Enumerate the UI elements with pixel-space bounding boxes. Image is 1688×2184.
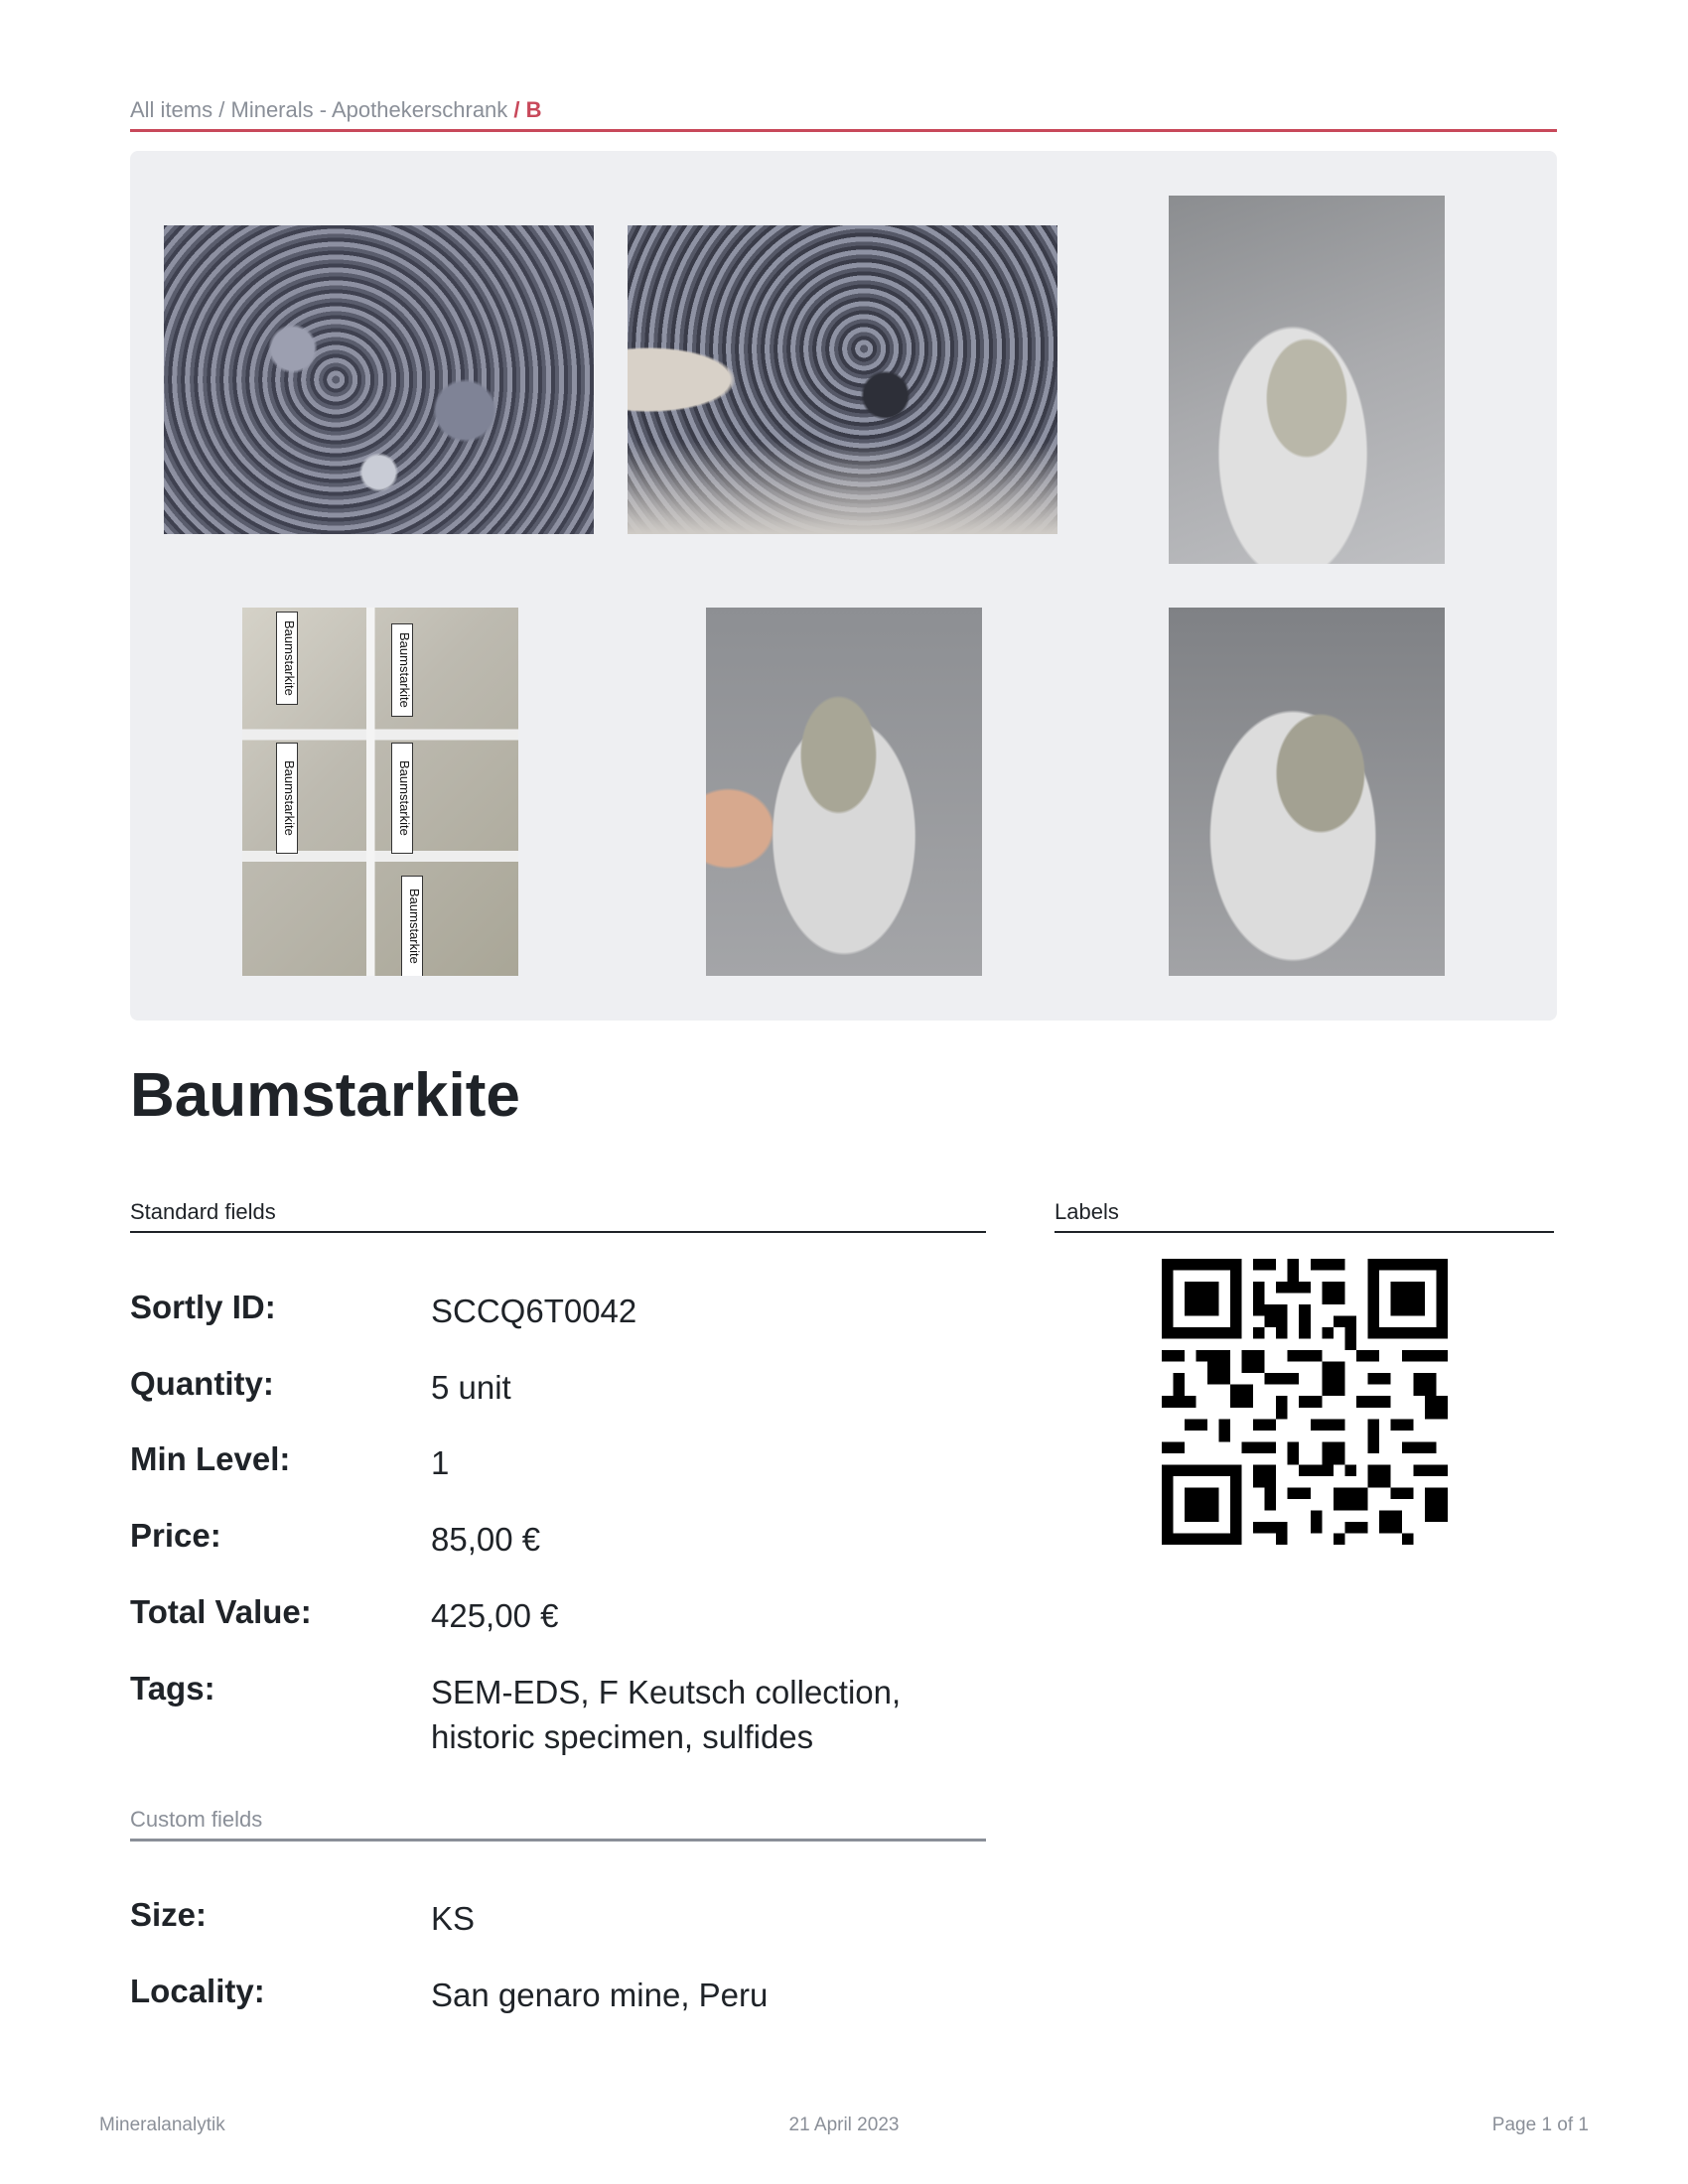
box-label: Baumstarkite bbox=[276, 743, 298, 854]
field-value: 1 bbox=[431, 1444, 450, 1481]
field-key: Sortly ID: bbox=[130, 1289, 276, 1325]
photo-gallery bbox=[130, 151, 1557, 1021]
field-key: Min Level: bbox=[130, 1440, 291, 1477]
field-value: 85,00 € bbox=[431, 1521, 541, 1558]
photo-1[interactable] bbox=[164, 225, 594, 534]
breadcrumb-folder[interactable]: Minerals - Apothekerschrank bbox=[230, 97, 508, 122]
field-value: KS bbox=[431, 1900, 476, 1937]
photo-2[interactable] bbox=[628, 225, 1057, 534]
field-key: Price: bbox=[130, 1517, 221, 1554]
box-label: Baumstarkite bbox=[391, 743, 413, 854]
footer-company: Mineralanalytik bbox=[99, 2115, 225, 2135]
breadcrumb bbox=[130, 97, 1557, 132]
field-key: Tags: bbox=[130, 1670, 215, 1706]
item-title: Baumstarkite bbox=[130, 1061, 520, 1130]
qr-code-icon bbox=[1162, 1259, 1448, 1545]
field-value: 5 unit bbox=[431, 1369, 511, 1406]
box-label: Baumstarkite bbox=[401, 876, 423, 976]
breadcrumb-root[interactable]: All items bbox=[130, 97, 213, 122]
field-key: Total Value: bbox=[130, 1593, 312, 1630]
box-label: Baumstarkite bbox=[391, 623, 413, 717]
breadcrumb-separator: / bbox=[513, 97, 520, 122]
photo-6[interactable] bbox=[1169, 608, 1445, 976]
breadcrumb-separator: / bbox=[218, 97, 225, 122]
field-value: San genaro mine, Peru bbox=[431, 1977, 769, 2013]
field-value: 425,00 € bbox=[431, 1597, 559, 1634]
breadcrumb-current: B bbox=[525, 97, 542, 122]
field-value: SEM-EDS, F Keutsch collection, historic specimen, sulfides bbox=[431, 1674, 902, 1755]
field-key: Size: bbox=[130, 1896, 208, 1933]
photo-4[interactable] bbox=[242, 608, 518, 976]
footer-page: Page 1 of 1 bbox=[1491, 2115, 1589, 2135]
footer-date: 21 April 2023 bbox=[788, 2115, 900, 2135]
field-key: Quantity: bbox=[130, 1365, 274, 1402]
field-value: SCCQ6T0042 bbox=[431, 1293, 637, 1329]
box-label: Baumstarkite bbox=[276, 612, 298, 705]
labels-heading: Labels bbox=[1055, 1199, 1554, 1233]
photo-5[interactable] bbox=[706, 608, 982, 976]
standard-fields-heading: Standard fields bbox=[130, 1199, 986, 1233]
custom-fields-heading: Custom fields bbox=[130, 1807, 986, 1842]
field-key: Locality: bbox=[130, 1973, 265, 2009]
photo-3[interactable] bbox=[1169, 196, 1445, 564]
